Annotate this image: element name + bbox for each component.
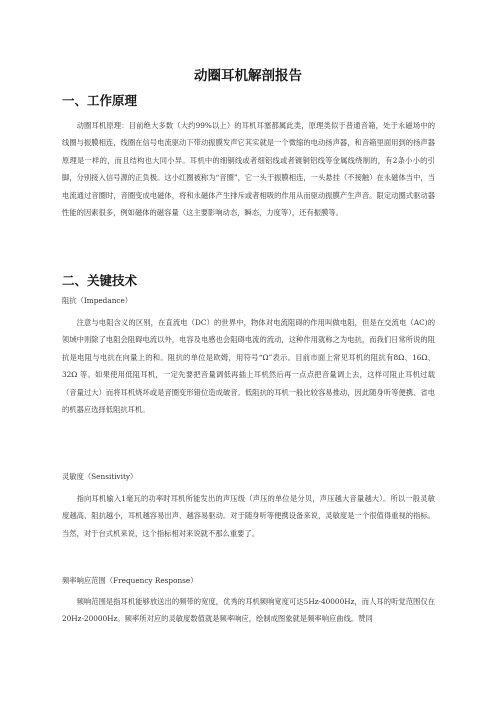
impedance-label: 阻抗（Impedance） — [62, 296, 133, 305]
sensitivity-paragraph: 指向耳机输入1毫瓦的功率时耳机所能发出的声压级（声压的单位是分贝，声压越大音量越大）。所以一般灵敏度越高、阻抗越小，耳机越容易出声、越容易驱动。对于随身听等便携设备来说，灵敏度是一个很值得重视的指标。当然，对于台式机来说，这个指标相对来说就不那么重要了。 — [62, 494, 435, 538]
working-principle-paragraph: 动圈耳机原理：目前绝大多数（大约99%以上）的耳机耳塞都属此类，原理类似于普通音箱，处于永磁场中的线圈与振膜相连，线圈在信号电流驱动下带动振膜发声它其实就是一个微缩的电动扬声器，和音箱里面用到的扬声器原理是一样的，而且结构也大同小异。耳机中的细铜线或者细铝线或者镀铜铝线等金属线绕制的，有2条小小的引脚，分别接入信号源的正负极。这小红圈被称为“音圈”，它一头于振膜相连，一头悬挂（不接触）在永磁体当中，当电流通过音圈时，音圈变成电磁体，将和永磁体产生排斥或者相吸的作用从而驱动振膜产生声音。限定动圈式驱动器性能的因素很多，例如磁体的磁容量（这主要影响动态，瞬态，力度等），还有振膜等。 — [62, 121, 435, 218]
section-heading-working-principle: 一、工作原理 — [62, 93, 138, 108]
document-title: 动圈耳机解剖报告 — [194, 68, 302, 84]
section-heading-key-technology: 二、关键技术 — [62, 273, 138, 288]
impedance-paragraph: 注意与电阻含义的区别，在直流电（DC）的世界中，物体对电流阻碍的作用叫做电阻，但是在交流电（AC)的领域中则除了电阻会阻碍电流以外，电容及电感也会阻碍电流的流动，这种作用就称之为电抗，而我们日常所说的阻抗是电阻与电抗在向量上的和。阻抗的单位是欧姆，用符号“Ω”表示。目前市面上常见耳机的阻抗有8Ω、16Ω、32Ω 等。如果使用低阻耳机，一定先要把音量调低再插上耳机然后再一点点把音量调上去，这样可阻止耳机过载（音量过大）而将耳机烧坏或是音圈变形错位造成破音。低阻抗的耳机一般比较容易推动，因此随身听等便携、省电的机器应选择低阻抗耳机。 — [62, 318, 435, 415]
frequency-response-label: 频率响应范围（Frequency Response） — [62, 576, 198, 585]
sensitivity-label: 灵敏度（Sensitivity） — [62, 472, 138, 481]
frequency-response-paragraph: 频响范围是指耳机能够放送出的频带的宽度，优秀的耳机频响宽度可达5Hz-40000Hz，而人耳的听觉范围仅在 20Hz-20000Hz。频率所对应的灵敏度数值就是频率响应，绘制成图象就是频率响应曲线。赞同 — [62, 597, 435, 624]
